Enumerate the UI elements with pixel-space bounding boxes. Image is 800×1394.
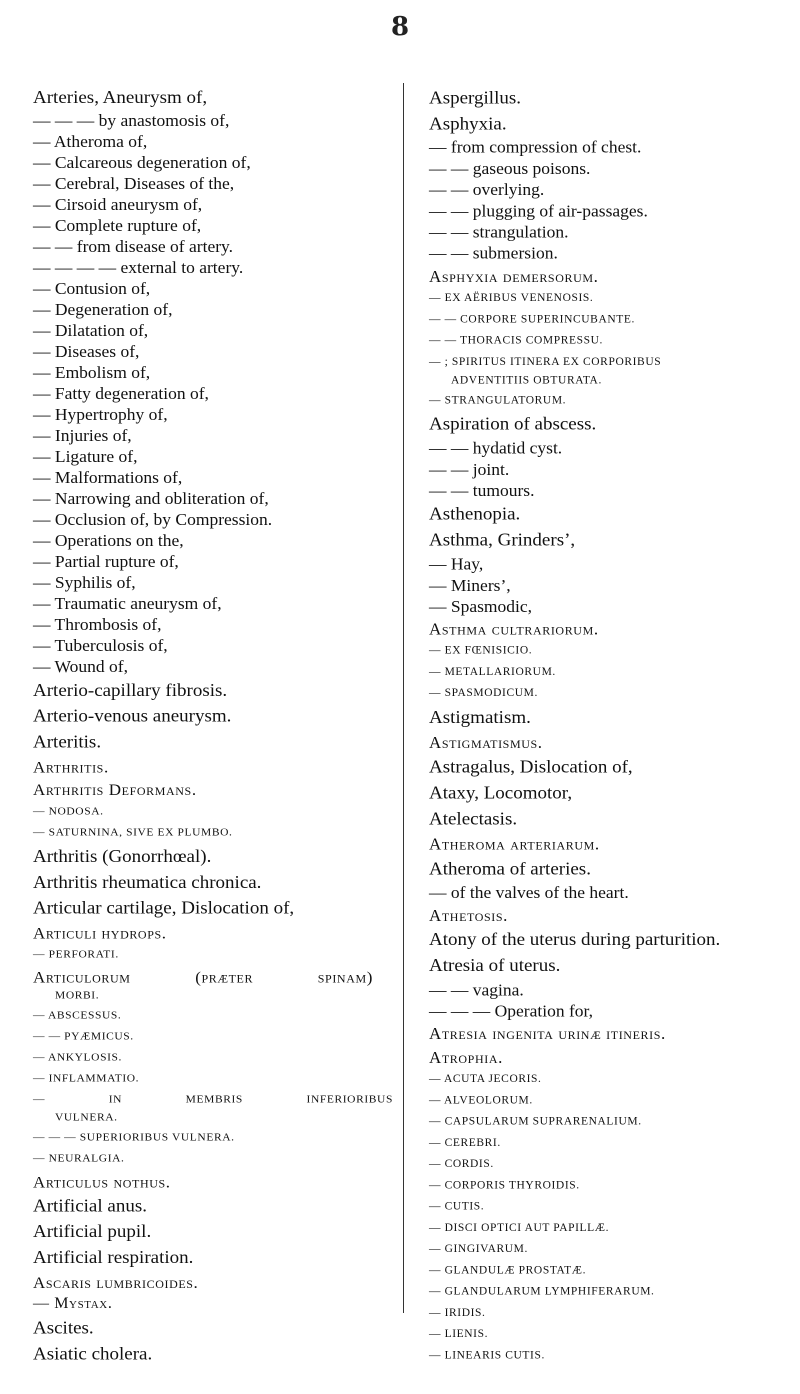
index-entry: — Ligature of, [33,446,138,466]
index-entry: — Malformations of, [33,467,183,487]
index-entry: Arteries, Aneurysm of, [33,87,208,108]
index-entry: Ataxy, Locomotor, [429,782,573,804]
index-entry: — from compression of chest. [429,137,642,157]
index-entry: — NEURALGIA. [33,1153,125,1165]
index-entry: Artificial respiration. [33,1247,194,1268]
index-entry: Artificial pupil. [33,1221,152,1242]
index-entry: — Hypertrophy of, [33,404,168,424]
index-entry: — Diseases of, [33,341,140,361]
index-entry: — EX AËRIBUS VENENOSIS. [429,292,594,304]
index-entry: Asiatic cholera. [33,1343,153,1364]
index-entry: Atresia of uterus. [429,955,561,977]
index-entry: Arterio-venous aneurysm. [33,705,232,726]
index-entry: Asthenopia. [429,503,521,525]
index-entry: ADVENTITIIS OBTURATA. [451,374,602,386]
index-entry [33,967,398,988]
index-entry: — ; SPIRITUS ITINERA EX CORPORIBUS [429,355,662,368]
index-entry [33,1089,398,1110]
index-entry: — ALVEOLORUM. [429,1094,533,1106]
index-entry: Arthritis Deformans. [33,780,197,799]
index-entry: — SATURNINA, SIVE EX PLUMBO. [33,826,233,839]
index-entry: — CORDIS. [429,1158,494,1170]
right-index-column [429,84,794,1366]
entry-word: IN [108,1093,123,1106]
index-entry: — — plugging of air-passages. [429,200,648,221]
index-entry: Asphyxia. [429,113,507,134]
index-entry: — STRANGULATORUM. [429,394,567,406]
justified-line [33,967,373,988]
index-entry: — Complete rupture of, [33,215,202,235]
left-index-column [33,84,398,1366]
index-entry: — Fatty degeneration of, [33,383,209,403]
index-entry: Arthritis. [33,757,109,776]
index-entry: — Hay, [429,553,484,573]
index-entry: — Tuberculosis of, [33,635,168,655]
index-entry: — SPASMODICUM. [429,687,538,699]
index-entry: — ACUTA JECORIS. [429,1073,542,1085]
index-entry: Articular cartilage, Dislocation of, [33,897,295,918]
index-entry: — Dilatation of, [33,320,149,340]
index-entry: — Cirsoid aneurysm of, [33,194,203,214]
index-entry: Astigmatism. [429,707,531,728]
index-entry: Ascaris lumbricoides. [33,1273,199,1292]
index-entry: Atheroma of arteries. [429,858,591,880]
index-entry: — Partial rupture of, [33,551,179,571]
index-entry: Articulus nothus. [33,1172,171,1191]
index-entry: — Contusion of, [33,278,151,298]
index-entry: — GLANDULARUM LYMPHIFERARUM. [429,1285,655,1298]
index-entry: — — THORACIS COMPRESSU. [429,334,603,347]
index-entry: — Traumatic aneurysm of, [33,593,222,613]
index-entry: — DISCI OPTICI AUT PAPILLÆ. [429,1221,610,1234]
index-entry: Artificial anus. [33,1196,147,1217]
index-entry: — CUTIS. [429,1200,485,1213]
page-number: 8 [390,12,410,42]
index-entry: Atresia ingenita urinæ itineris. [429,1024,666,1043]
index-entry: — — overlying. [429,179,545,199]
entry-word: INFERIORIBUS [306,1093,393,1106]
index-entry: Asthma, Grinders’, [429,530,576,551]
entry-word: spinam) [317,967,373,987]
index-entry: — Spasmodic, [429,596,533,616]
index-entry: — — — — external to artery. [33,257,244,277]
index-entry: Aspiration of abscess. [429,414,597,435]
index-entry: — Injuries of, [33,425,132,445]
index-entry: MORBI. [55,989,100,1002]
index-entry: — GLANDULÆ PROSTATÆ. [429,1264,587,1276]
index-entry: — EX FŒNISICIO. [429,644,533,657]
index-entry: Atelectasis. [429,809,518,830]
entry-word: — [33,1093,46,1106]
index-entry: Arthritis (Gonorrhœal). [33,846,212,867]
index-entry: VULNERA. [55,1112,118,1124]
index-entry: — — tumours. [429,480,535,500]
index-entry: — IRIDIS. [429,1306,486,1319]
index-entry: — — — SUPERIORIBUS VULNERA. [33,1132,235,1144]
index-entry: Asphyxia demersorum. [429,266,599,286]
index-entry: Astragalus, Dislocation of, [429,756,633,778]
index-entry: — Thrombosis of, [33,614,162,634]
index-entry: — of the valves of the heart. [429,882,629,902]
index-entry: — Operations on the, [33,530,184,550]
index-entry: — — strangulation. [429,222,569,242]
entry-word: (præter [195,967,254,987]
index-entry: — CEREBRI. [429,1136,501,1149]
index-entry: — PERFORATI. [33,948,119,960]
index-entry: — Wound of, [33,656,129,676]
index-entry: Arthritis rheumatica chronica. [33,872,262,893]
index-entry: Asthma cultrariorum. [429,619,599,639]
index-entry: — Embolism of, [33,362,151,382]
index-entry: — INFLAMMATIO. [33,1072,140,1085]
index-entry: — — CORPORE SUPERINCUBANTE. [429,313,635,325]
column-divider [403,83,404,1313]
index-entry: — Degeneration of, [33,299,173,319]
index-entry: — ABSCESSUS. [33,1009,122,1022]
index-entry: Atheroma arteriarum. [429,835,600,854]
index-entry: — — joint. [429,459,510,479]
index-entry: — — vagina. [429,979,524,999]
index-entry: — Atheroma of, [33,131,148,151]
index-entry: — CORPORIS THYROIDIS. [429,1179,580,1191]
index-entry: — GINGIVARUM. [429,1242,528,1255]
index-entry: — — gaseous poisons. [429,158,591,178]
index-entry: Ascites. [33,1317,94,1338]
index-entry: — METALLARIORUM. [429,666,556,678]
index-entry: — Mystax. [33,1295,113,1312]
index-entry: — Occlusion of, by Compression. [33,509,273,529]
index-entry: — LIENIS. [429,1327,489,1340]
index-entry: Articuli hydrops. [33,923,167,942]
index-entry: — — hydatid cyst. [429,437,563,458]
index-entry: — Miners’, [429,574,511,595]
index-entry: — — — Operation for, [429,1000,594,1020]
index-entry: Atony of the uterus during parturition. [429,929,721,950]
index-entry: — Syphilis of, [33,572,136,592]
index-entry: — Calcareous degeneration of, [33,152,251,172]
index-entry: — LINEARIS CUTIS. [429,1349,545,1361]
entry-word: MEMBRIS [185,1093,243,1106]
index-entry: Athetosis. [429,906,508,925]
index-entry: — Narrowing and obliteration of, [33,488,269,508]
index-entry: Arterio-capillary fibrosis. [33,680,228,701]
index-entry: — CAPSULARUM SUPRARENALIUM. [429,1115,642,1128]
index-entry: — — submersion. [429,243,558,263]
index-entry: — ANKYLOSIS. [33,1051,122,1064]
index-entry: Aspergillus. [429,87,522,108]
index-entry: Atrophia. [429,1047,503,1067]
index-entry: — NODOSA. [33,805,104,818]
index-entry: — — from disease of artery. [33,236,234,256]
index-entry: Astigmatismus. [429,733,543,752]
justified-line [33,1089,393,1110]
index-entry: — — PYÆMICUS. [33,1030,134,1043]
entry-word: Articulorum [33,967,131,987]
index-entry: — — — by anastomosis of, [33,110,230,130]
index-entry: Arteritis. [33,731,102,752]
index-entry: — Cerebral, Diseases of the, [33,173,235,193]
